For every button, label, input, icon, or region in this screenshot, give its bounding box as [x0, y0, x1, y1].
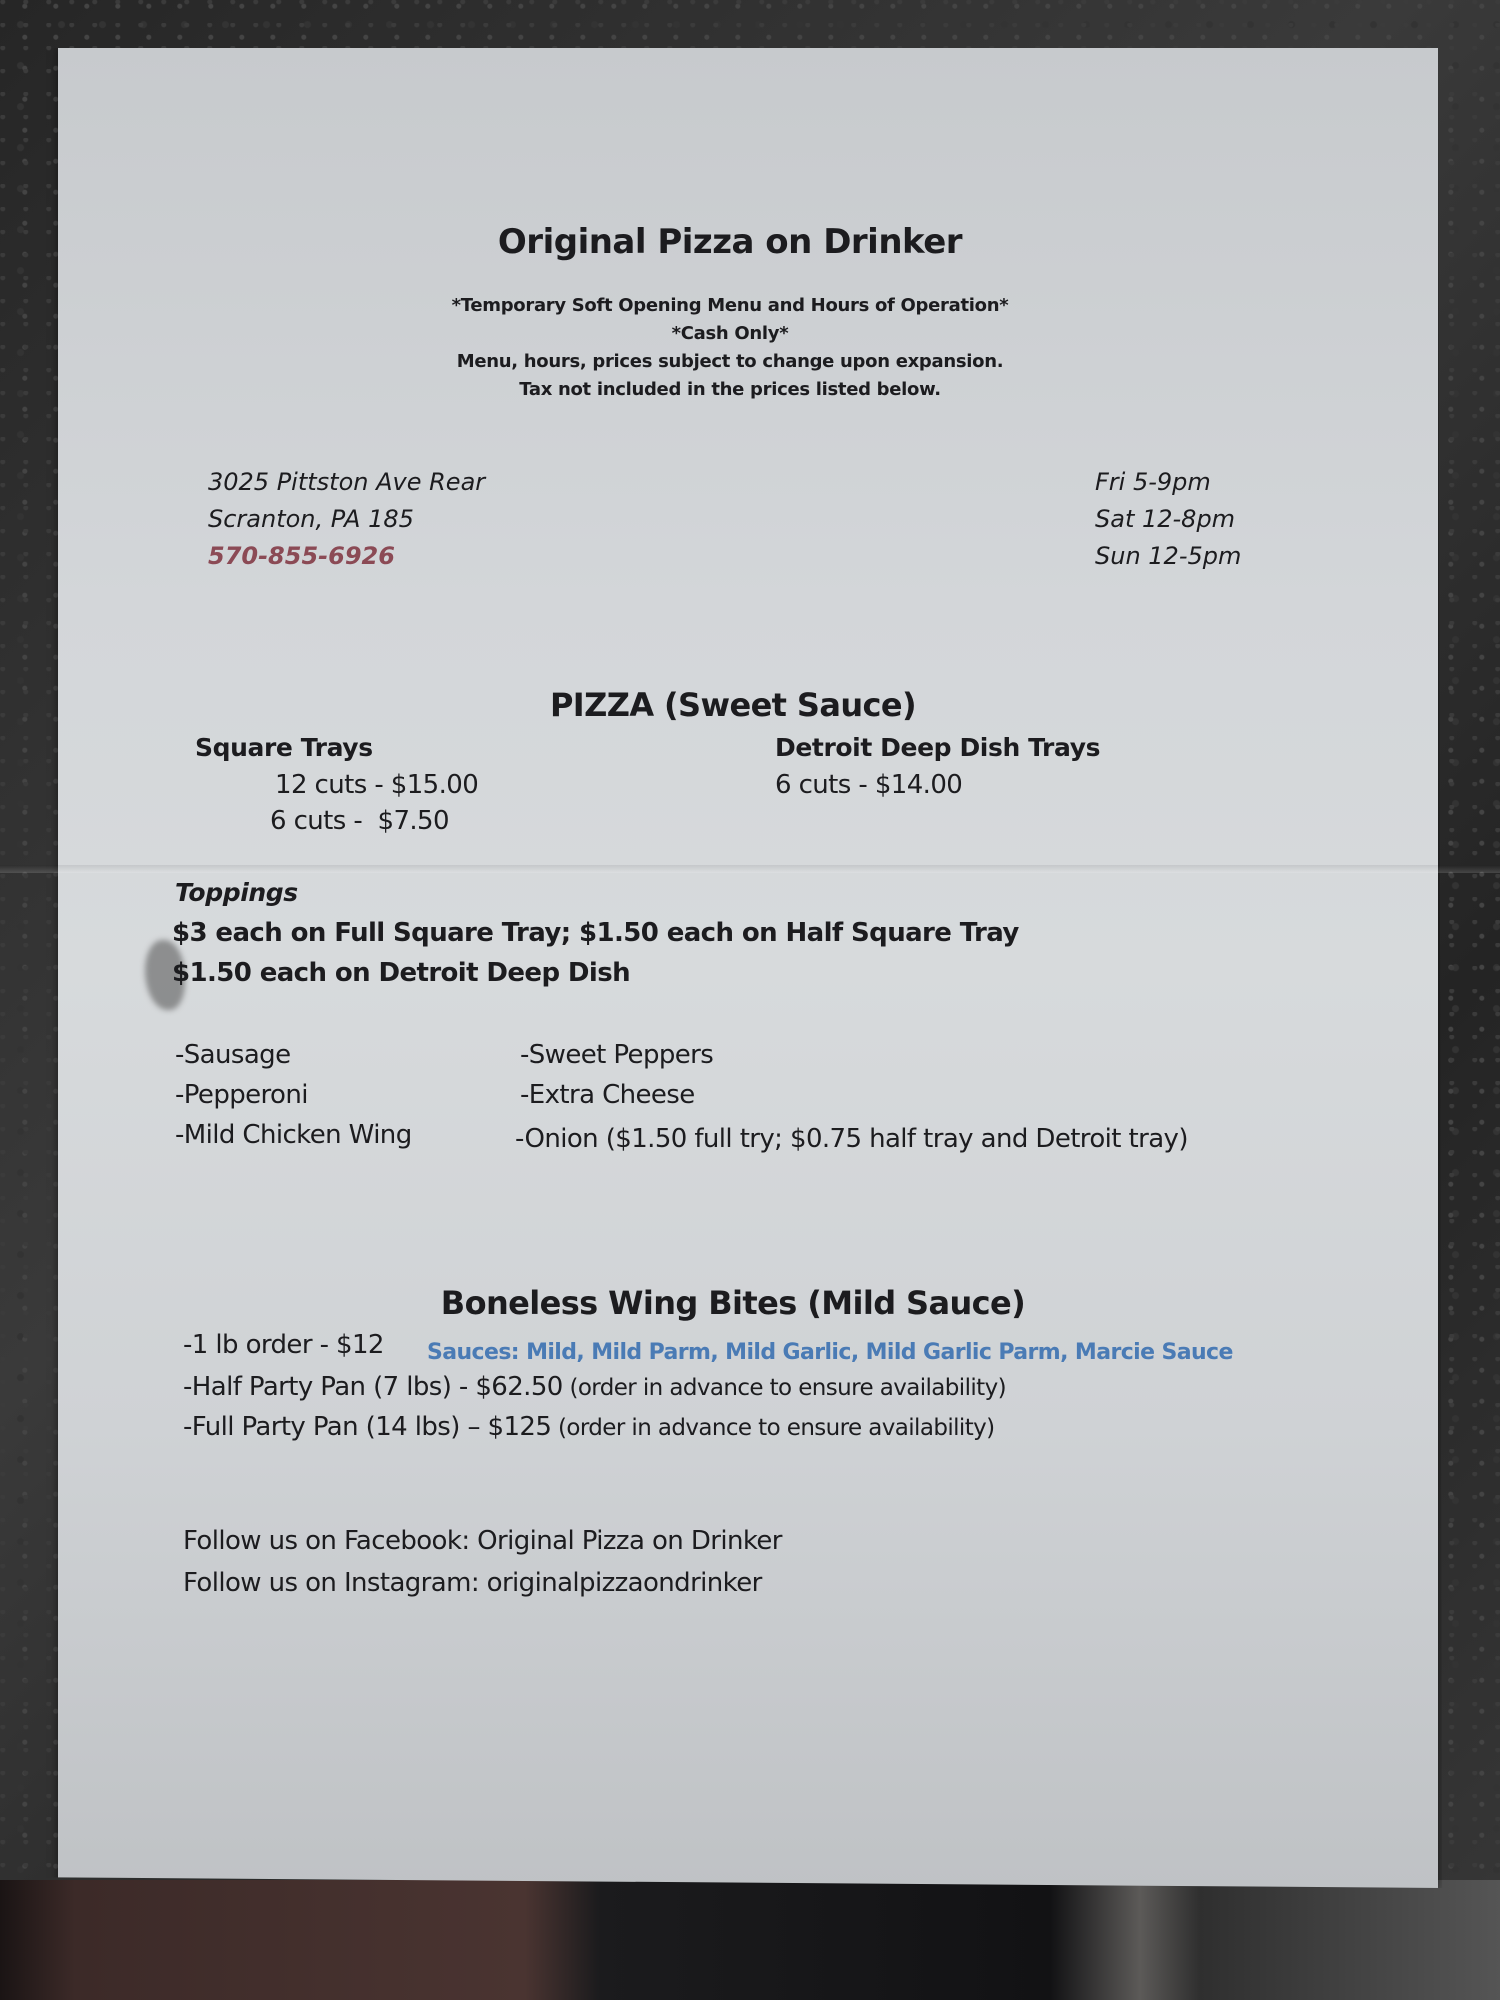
toppings-price-detroit: $1.50 each on Detroit Deep Dish — [172, 958, 630, 988]
notice-tax: Tax not included in the prices listed below. — [519, 379, 941, 400]
menu-title: Original Pizza on Drinker — [497, 222, 963, 262]
topping-onion: -Onion ($1.50 full try; $0.75 half tray and Detroit tray) — [515, 1124, 1188, 1154]
notice-block — [0, 292, 1460, 404]
half-party-pan-text: -Half Party Pan (7 lbs) - $62.50 — [183, 1372, 563, 1402]
address-city: Scranton, PA 185 — [208, 505, 414, 533]
wings-heading: Boneless Wing Bites (Mild Sauce) — [440, 1284, 1026, 1322]
social-instagram: Follow us on Instagram: originalpizzaondrinker — [183, 1568, 762, 1598]
hours-sunday: Sun 12-5pm — [1095, 542, 1242, 570]
toppings-price-square: $3 each on Full Square Tray; $1.50 each on Half Square Tray — [172, 918, 1019, 948]
address-block — [208, 464, 485, 575]
topping-extra-cheese: -Extra Cheese — [520, 1080, 695, 1110]
notice-soft-opening: *Temporary Soft Opening Menu and Hours of Operation* — [451, 295, 1009, 316]
hours-saturday: Sat 12-8pm — [1095, 505, 1236, 533]
square-tray-12-cuts: 12 cuts - $15.00 — [275, 770, 479, 800]
social-facebook: Follow us on Facebook: Original Pizza on Drinker — [183, 1526, 782, 1556]
square-trays-label: Square Trays — [195, 733, 373, 762]
hours-block — [1095, 464, 1241, 575]
detroit-trays-label: Detroit Deep Dish Trays — [775, 733, 1101, 762]
square-trays-section — [195, 733, 373, 762]
full-party-pan-note: (order in advance to ensure availability) — [551, 1415, 995, 1441]
hours-friday: Fri 5-9pm — [1095, 468, 1211, 496]
pizza-heading: PIZZA (Sweet Sauce) — [549, 686, 917, 724]
topping-sausage: -Sausage — [175, 1040, 291, 1070]
wings-1lb-order-text: -1 lb order - $12 — [183, 1330, 384, 1360]
half-party-pan-note: (order in advance to ensure availability) — [562, 1375, 1006, 1401]
address-street: 3025 Pittston Ave Rear — [208, 468, 486, 496]
wings-sauces-list: Sauces: Mild, Mild Parm, Mild Garlic, Mild Garlic Parm, Marcie Sauce — [427, 1340, 1233, 1365]
wings-full-party-pan — [183, 1412, 995, 1442]
full-party-pan-text: -Full Party Pan (14 lbs) – $125 — [183, 1412, 552, 1442]
detroit-trays-section — [775, 733, 1100, 762]
topping-mild-chicken-wing: -Mild Chicken Wing — [175, 1120, 412, 1150]
wings-1lb-order — [183, 1330, 384, 1360]
phone-number: 570-855-6926 — [208, 542, 395, 570]
detroit-tray-6-cuts: 6 cuts - $14.00 — [775, 770, 963, 800]
square-tray-6-cuts: 6 cuts - $7.50 — [270, 806, 449, 836]
topping-pepperoni: -Pepperoni — [175, 1080, 308, 1110]
notice-subject-to-change: Menu, hours, prices subject to change upon expansion. — [456, 351, 1004, 372]
notice-cash-only: *Cash Only* — [671, 323, 789, 344]
wings-half-party-pan — [183, 1372, 1006, 1402]
toppings-label: Toppings — [175, 878, 298, 907]
topping-sweet-peppers: -Sweet Peppers — [520, 1040, 714, 1070]
countertop-background — [0, 1880, 1500, 2000]
